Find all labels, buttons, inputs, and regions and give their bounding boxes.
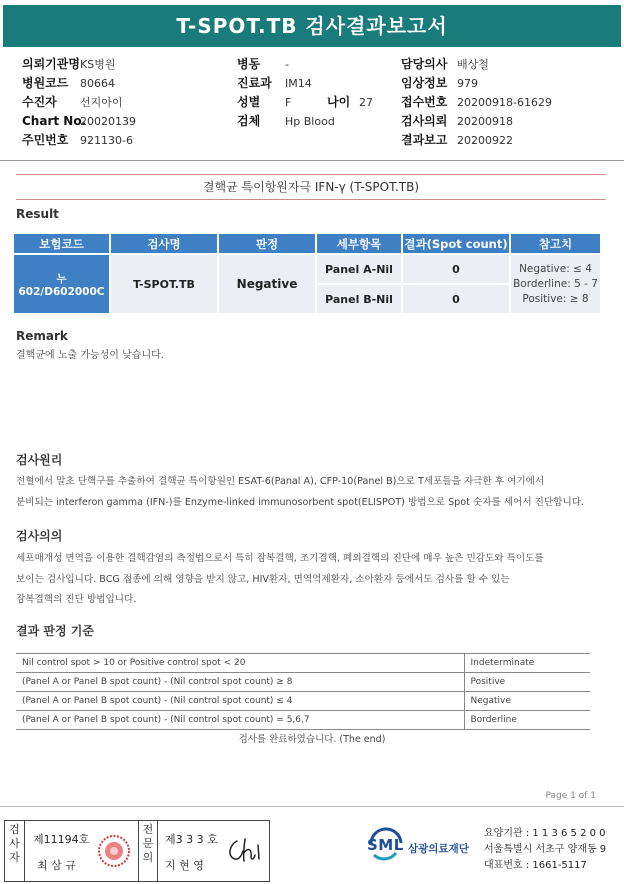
info-label: 검체	[237, 114, 261, 128]
info-value: 배상철	[457, 58, 489, 71]
col-header: 참고치	[511, 234, 600, 253]
info-label: 병원코드	[22, 76, 69, 90]
signature-icon	[225, 835, 265, 867]
test-name: T-SPOT.TB	[111, 255, 217, 313]
info-value: 20200918	[457, 115, 513, 128]
info-label: 결과보고	[401, 133, 448, 147]
col-header: 검사명	[111, 234, 217, 253]
specialist-number: 제3 3 3 호	[165, 833, 218, 846]
reference-line: Positive: ≥ 8	[522, 292, 589, 305]
remark-text: 결핵균에 노출 가능성이 낮습니다.	[16, 350, 164, 361]
info-value: -	[285, 58, 289, 71]
reference-range	[511, 255, 600, 313]
meaning-heading: 검사의의	[16, 529, 63, 543]
insurance-code: 누602/D602000C	[14, 255, 109, 313]
page-number: Page 1 of 1	[545, 791, 596, 801]
section-title: 결핵균 특이항원자극 IFN-γ (T-SPOT.TB)	[202, 180, 420, 194]
divider	[16, 174, 606, 175]
info-value: KS병원	[80, 58, 116, 71]
info-column-2	[237, 55, 373, 131]
criteria-condition: (Panel A or Panel B spot count) - (Nil control spot count) ≥ 8	[16, 673, 464, 692]
info-column-3	[401, 55, 552, 150]
criteria-condition: (Panel A or Panel B spot count) - (Nil control spot count) ≤ 4	[16, 692, 464, 711]
age-label: 나이	[327, 95, 351, 109]
table-row	[14, 255, 600, 283]
criteria-condition: (Panel A or Panel B spot count) - (Nil control spot count) = 5,6,7	[16, 711, 464, 730]
report-title: T-SPOT.TB 검사결과보고서	[3, 5, 621, 47]
info-label: 접수번호	[401, 95, 448, 109]
info-value: 선지아이	[80, 96, 123, 109]
tester-number: 제11194호	[33, 833, 90, 846]
panel-item: Panel B-Nil	[317, 285, 401, 313]
result-table	[12, 232, 602, 315]
info-value: 20200922	[457, 134, 513, 147]
spot-count: 0	[403, 255, 509, 283]
info-value: Hp Blood	[285, 115, 335, 128]
criteria-judgement: Positive	[464, 673, 590, 692]
table-header-row	[14, 234, 600, 253]
info-value: 979	[457, 77, 478, 90]
col-header: 세부항목	[317, 234, 401, 253]
principle-heading: 검사원리	[16, 453, 63, 467]
criteria-judgement: Borderline	[464, 711, 590, 730]
result-heading: Result	[16, 207, 59, 221]
tester-name: 최 삼 규	[37, 859, 76, 872]
criteria-judgement: Negative	[464, 692, 590, 711]
footer	[0, 812, 624, 884]
specialist-label: 전 문 의	[138, 821, 158, 881]
divider	[0, 160, 624, 161]
meaning-line: 잠복결핵의 진단 방법입니다.	[16, 594, 137, 605]
info-value: 20020139	[80, 115, 136, 128]
panel-item: Panel A-Nil	[317, 255, 401, 283]
table-row	[16, 654, 590, 673]
judgement: Negative	[219, 255, 315, 313]
info-label: 의뢰기관명	[22, 57, 80, 71]
table-row	[16, 711, 590, 730]
divider	[0, 806, 624, 807]
info-value: 80664	[80, 77, 115, 90]
org-abbr: SML	[367, 836, 404, 854]
table-row	[16, 692, 590, 711]
spot-count: 0	[403, 285, 509, 313]
remark-heading: Remark	[16, 329, 68, 343]
info-label: 담당의사	[401, 57, 448, 71]
info-label: 수진자	[22, 95, 57, 109]
info-value: IM14	[285, 77, 312, 90]
criteria-judgement: Indeterminate	[464, 654, 590, 673]
tester-label: 검 사 자	[5, 821, 25, 881]
criteria-heading: 결과 판정 기준	[16, 624, 94, 638]
signature-box	[4, 820, 270, 882]
care-code: 요양기관 : 1 1 3 6 5 2 0 0	[484, 828, 606, 839]
org-phone: 대표번호 : 1661-5117	[484, 860, 587, 871]
end-text: 검사를 완료하였습니다. (The end)	[238, 734, 386, 745]
criteria-condition: Nil control spot > 10 or Positive control spot < 20	[16, 654, 464, 673]
info-label: 진료과	[237, 76, 272, 90]
meaning-line: 세포매개성 면역을 이용한 결핵감염의 측정법으로서 특히 잠복결핵, 조기결핵, 폐외결핵의 진단에 매우 높은 민감도와 특이도를	[16, 553, 544, 564]
info-label: 주민번호	[22, 133, 69, 147]
org-contact	[484, 826, 606, 874]
col-header: 결과(Spot count)	[403, 234, 509, 253]
info-label: 병동	[237, 57, 261, 71]
info-value: F	[285, 96, 292, 109]
info-label: 성별	[237, 95, 261, 109]
age-value: 27	[359, 96, 373, 109]
principle-line: 분비되는 interferon gamma (IFN-)를 Enzyme-linked immunosorbent spot(ELISPOT) 방법으로 Spot 숫자를 세어서 진단합니다.	[16, 497, 585, 508]
col-header: 보험코드	[14, 234, 109, 253]
reference-line: Negative: ≤ 4	[519, 262, 592, 275]
info-label: 임상정보	[401, 76, 448, 90]
principle-line: 전혈에서 말초 단핵구를 추출하여 결핵균 특이항원인 ESAT-6(Panal A), CFP-10(Panel B)으로 T세포들을 자극한 후 여기에서	[16, 476, 545, 487]
specialist-name: 지 현 영	[165, 859, 204, 872]
info-label: 검사의뢰	[401, 114, 448, 128]
info-value: 20200918-61629	[457, 96, 552, 109]
col-header: 판정	[219, 234, 315, 253]
info-column-1	[22, 55, 136, 150]
table-row	[16, 673, 590, 692]
meaning-line: 보이는 검사입니다. BCG 접종에 의해 영향을 받지 않고, HIV환자, 면역억제환자, 소아환자 등에서도 검사를 할 수 있는	[16, 574, 510, 585]
criteria-table	[16, 653, 590, 730]
info-value: 921130-6	[80, 134, 133, 147]
org-name: 삼광의료재단	[408, 843, 469, 855]
info-label: Chart No.	[22, 114, 87, 128]
org-address: 서울특별시 서초구 양재동 9	[484, 844, 607, 855]
reference-line: Borderline: 5 - 7	[513, 277, 598, 290]
seal-icon	[97, 834, 131, 868]
divider	[16, 199, 606, 200]
